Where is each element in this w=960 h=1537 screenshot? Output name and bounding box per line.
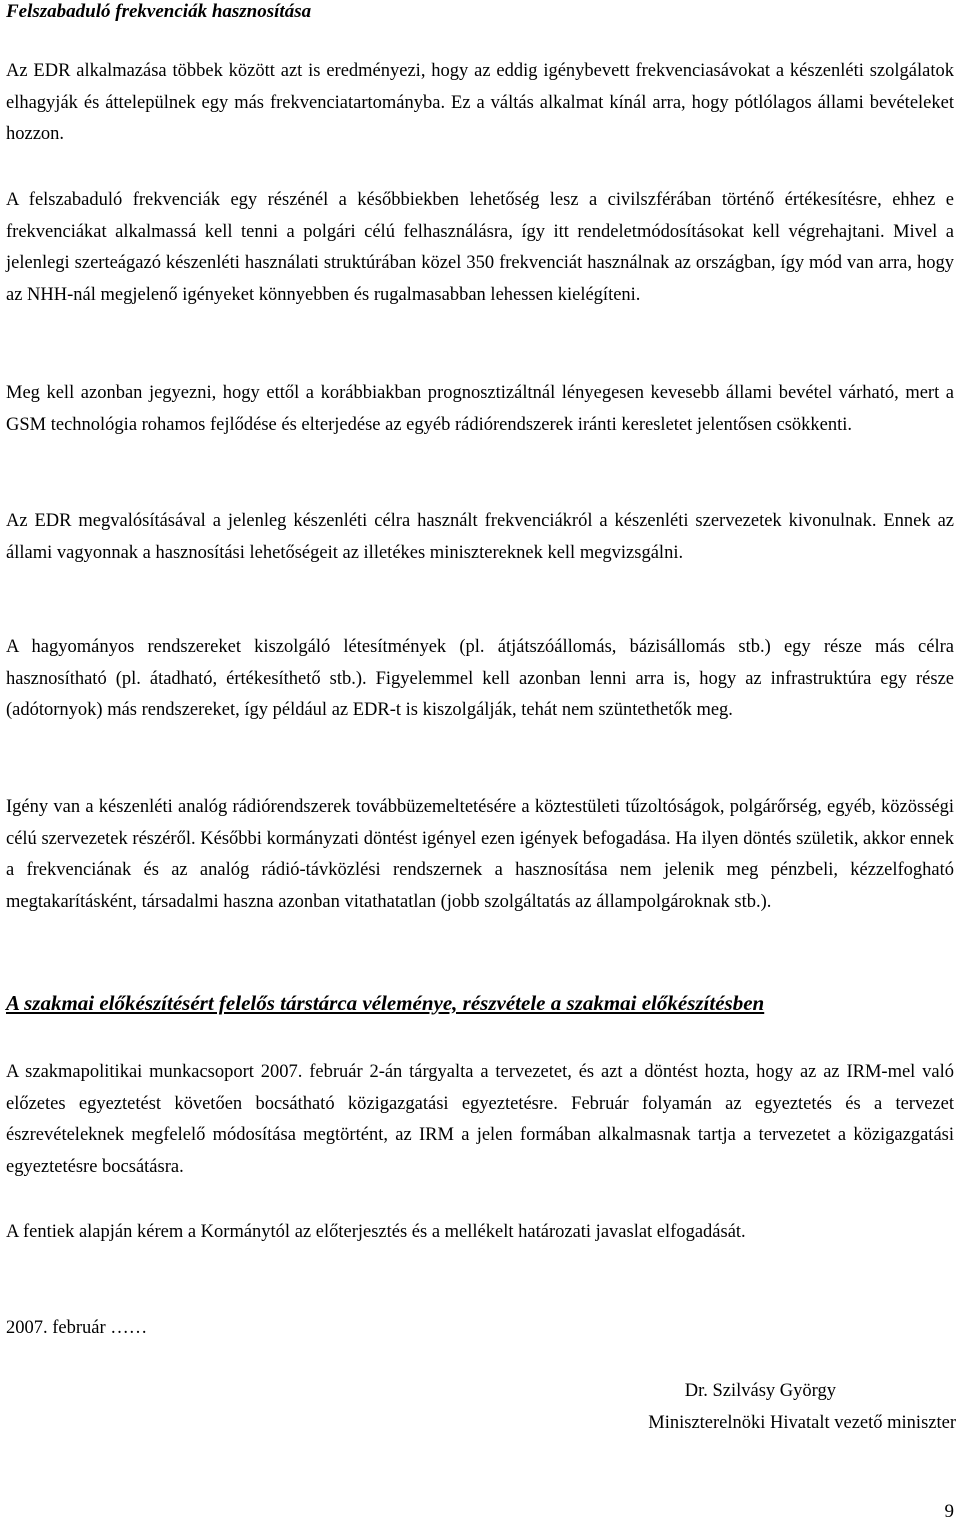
section-heading: A szakmai előkészítésért felelős társtárca véleménye, részvétele a szakmai előkészítésben (6, 991, 765, 1015)
paragraph-3: Meg kell azonban jegyezni, hogy ettől a korábbiakban prognosztizáltnál lényegesen kevesebb állami bevétel várható, mert a GSM technológia rohamos fejlődése és elterjedése az egyéb rádiórendszerek iránti keresletet jelentősen csökkenti. (6, 383, 954, 435)
paragraph-1: Az EDR alkalmazása többek között azt is eredményezi, hogy az eddig igénybevett frekvenciasávokat a készenléti szolgálatok elhagyják és áttelepülnek egy más frekvenciatartományba. Ez a váltás alkalmat kínál arra, hogy pótlólagos állami bevételeket hozzon. (6, 61, 954, 144)
paragraph-8: A fentiek alapján kérem a Kormánytól az előterjesztés és a mellékelt határozati javaslat elfogadását. (6, 1222, 746, 1242)
paragraph-6: Igény van a készenléti analóg rádiórendszerek továbbüzemeltetésére a köztestületi tűzoltóságok, polgárőrség, egyéb, közösségi célú szervezetek részéről. Későbbi kormányzati döntést igényel ezen igények befogadása. Ha ilyen döntés születik, akkor ennek a frekvenciának és az analóg rádió-távközlési rendszernek a hasznosítása nem jelenik meg pénzbeli, kézzelfogható megtakarításként, társadalmi haszna azonban vitathatatlan (jobb szolgáltatás az állampolgároknak stb.). (6, 797, 954, 912)
signature-title: Miniszterelnöki Hivatalt vezető miniszter (648, 1413, 956, 1433)
section-title: Felszabaduló frekvenciák hasznosítása (6, 1, 312, 22)
paragraph-4: Az EDR megvalósításával a jelenleg készenléti célra használt frekvenciákról a készenléti szervezetek kivonulnak. Ennek az állami vagyonnak a hasznosítási lehetőségeit az illetékes minisztereknek kell megvizsgálni. (6, 511, 954, 563)
page-number: 9 (944, 1500, 954, 1522)
paragraph-7: A szakmapolitikai munkacsoport 2007. február 2-án tárgyalta a tervezetet, és azt a döntést hozta, hogy az az IRM-mel való előzetes egyeztetést követően bocsátható közigazgatási egyeztetésre. Február folyamán az egyeztetés és a tervezet észrevételeknek megfelelő módosítása megtörtént, az IRM a jelen formában alkalmasnak tartja a tervezetet a közigazgatási egyeztetésre bocsátásra. (6, 1062, 954, 1177)
signature-name: Dr. Szilvásy György (684, 1381, 836, 1401)
paragraph-2: A felszabaduló frekvenciák egy részénél a későbbiekben lehetőség lesz a civilszférában történő értékesítésre, ehhez e frekvenciákat alkalmassá kell tenni a polgári célú felhasználásra, így itt rendeletmódosításokat kell végrehajtani. Mivel a jelenlegi szerteágazó készenléti használati struktúrában közel 350 frekvenciát használnak az országban, így mód van arra, hogy az NHH-nál megjelenő igényeket könnyebben és rugalmasabban lehessen kielégíteni. (6, 190, 954, 305)
paragraph-5: A hagyományos rendszereket kiszolgáló létesítmények (pl. átjátszóállomás, bázisállomás stb.) egy része más célra hasznosítható (pl. átadható, értékesíthető stb.). Figyelemmel kell azonban lenni arra is, hogy az infrastruktúra egy része (adótornyok) más rendszereket, így például az EDR-t is kiszolgálják, tehát nem szüntethetők meg. (6, 637, 954, 720)
date-line: 2007. február …… (6, 1318, 148, 1338)
